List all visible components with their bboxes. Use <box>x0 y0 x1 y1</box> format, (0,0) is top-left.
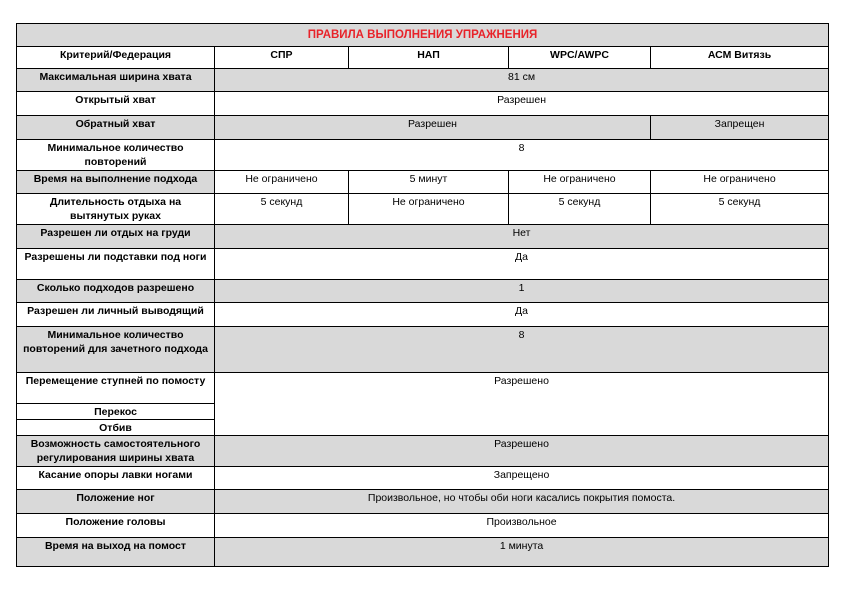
row-value: Запрещено <box>215 467 829 490</box>
criterion-label: Минимальное количество повторений для зачетного подхода <box>17 327 215 373</box>
criterion-label: Обратный хват <box>17 116 215 140</box>
table-row <box>17 303 829 327</box>
table-row <box>17 249 829 280</box>
row-value: Разрешено <box>215 436 829 467</box>
row-value: 8 <box>215 327 829 373</box>
header-federation-asm: АСМ Витязь <box>651 47 829 69</box>
table-row <box>17 171 829 194</box>
criterion-label: Открытый хват <box>17 92 215 116</box>
row-value: 5 секунд <box>651 194 829 225</box>
criterion-label: Разрешен ли отдых на груди <box>17 225 215 249</box>
criterion-label: Максимальная ширина хвата <box>17 69 215 92</box>
criterion-label: Отбив <box>17 420 215 436</box>
header-row <box>17 47 829 69</box>
criterion-label: Сколько подходов разрешено <box>17 280 215 303</box>
table-row <box>17 490 829 514</box>
table-row <box>17 92 829 116</box>
table-row <box>17 436 829 467</box>
table-row <box>17 280 829 303</box>
row-value: Да <box>215 303 829 327</box>
table-row <box>17 140 829 171</box>
criterion-label: Разрешены ли подставки под ноги <box>17 249 215 280</box>
table-row <box>17 116 829 140</box>
criterion-label: Разрешен ли личный выводящий <box>17 303 215 327</box>
table-row <box>17 514 829 538</box>
criterion-label: Положение ног <box>17 490 215 514</box>
criterion-label: Время на выполнение подхода <box>17 171 215 194</box>
criterion-label: Касание опоры лавки ногами <box>17 467 215 490</box>
row-value: Не ограничено <box>349 194 509 225</box>
header-federation-spr: СПР <box>215 47 349 69</box>
row-value: 1 минута <box>215 538 829 567</box>
row-value: Произвольное <box>215 514 829 538</box>
criterion-label: Положение головы <box>17 514 215 538</box>
table-row <box>17 538 829 567</box>
table-row <box>17 373 829 404</box>
table-title: ПРАВИЛА ВЫПОЛНЕНИЯ УПРАЖНЕНИЯ <box>17 24 829 47</box>
criterion-label: Перемещение ступней по помосту <box>17 373 215 404</box>
criterion-label: Длительность отдыха на вытянутых руках <box>17 194 215 225</box>
criterion-label: Перекос <box>17 404 215 420</box>
row-value: Запрещен <box>651 116 829 140</box>
row-value: 8 <box>215 140 829 171</box>
row-value: 5 минут <box>349 171 509 194</box>
criterion-label: Возможность самостоятельного регулирования ширины хвата <box>17 436 215 467</box>
table-row <box>17 225 829 249</box>
header-federation-wpc: WPC/AWPC <box>509 47 651 69</box>
rules-table <box>16 23 829 567</box>
header-criterion: Критерий/Федерация <box>17 47 215 69</box>
row-value: 5 секунд <box>215 194 349 225</box>
row-value: Разрешен <box>215 116 651 140</box>
row-value: Не ограничено <box>509 171 651 194</box>
table-row <box>17 327 829 373</box>
header-federation-nap: НАП <box>349 47 509 69</box>
row-value: Не ограничено <box>651 171 829 194</box>
row-value: 1 <box>215 280 829 303</box>
row-value: 5 секунд <box>509 194 651 225</box>
criterion-label: Время на выход на помост <box>17 538 215 567</box>
row-value: Произвольное, но чтобы оби ноги касались покрытия помоста. <box>215 490 829 514</box>
criterion-label: Минимальное количество повторений <box>17 140 215 171</box>
row-value: Да <box>215 249 829 280</box>
table-row <box>17 467 829 490</box>
row-value: Разрешен <box>215 92 829 116</box>
row-value: 81 см <box>215 69 829 92</box>
row-value: Нет <box>215 225 829 249</box>
row-value: Не ограничено <box>215 171 349 194</box>
table-row <box>17 69 829 92</box>
row-value: Разрешено <box>215 373 829 436</box>
title-row <box>17 24 829 47</box>
table-row <box>17 194 829 225</box>
